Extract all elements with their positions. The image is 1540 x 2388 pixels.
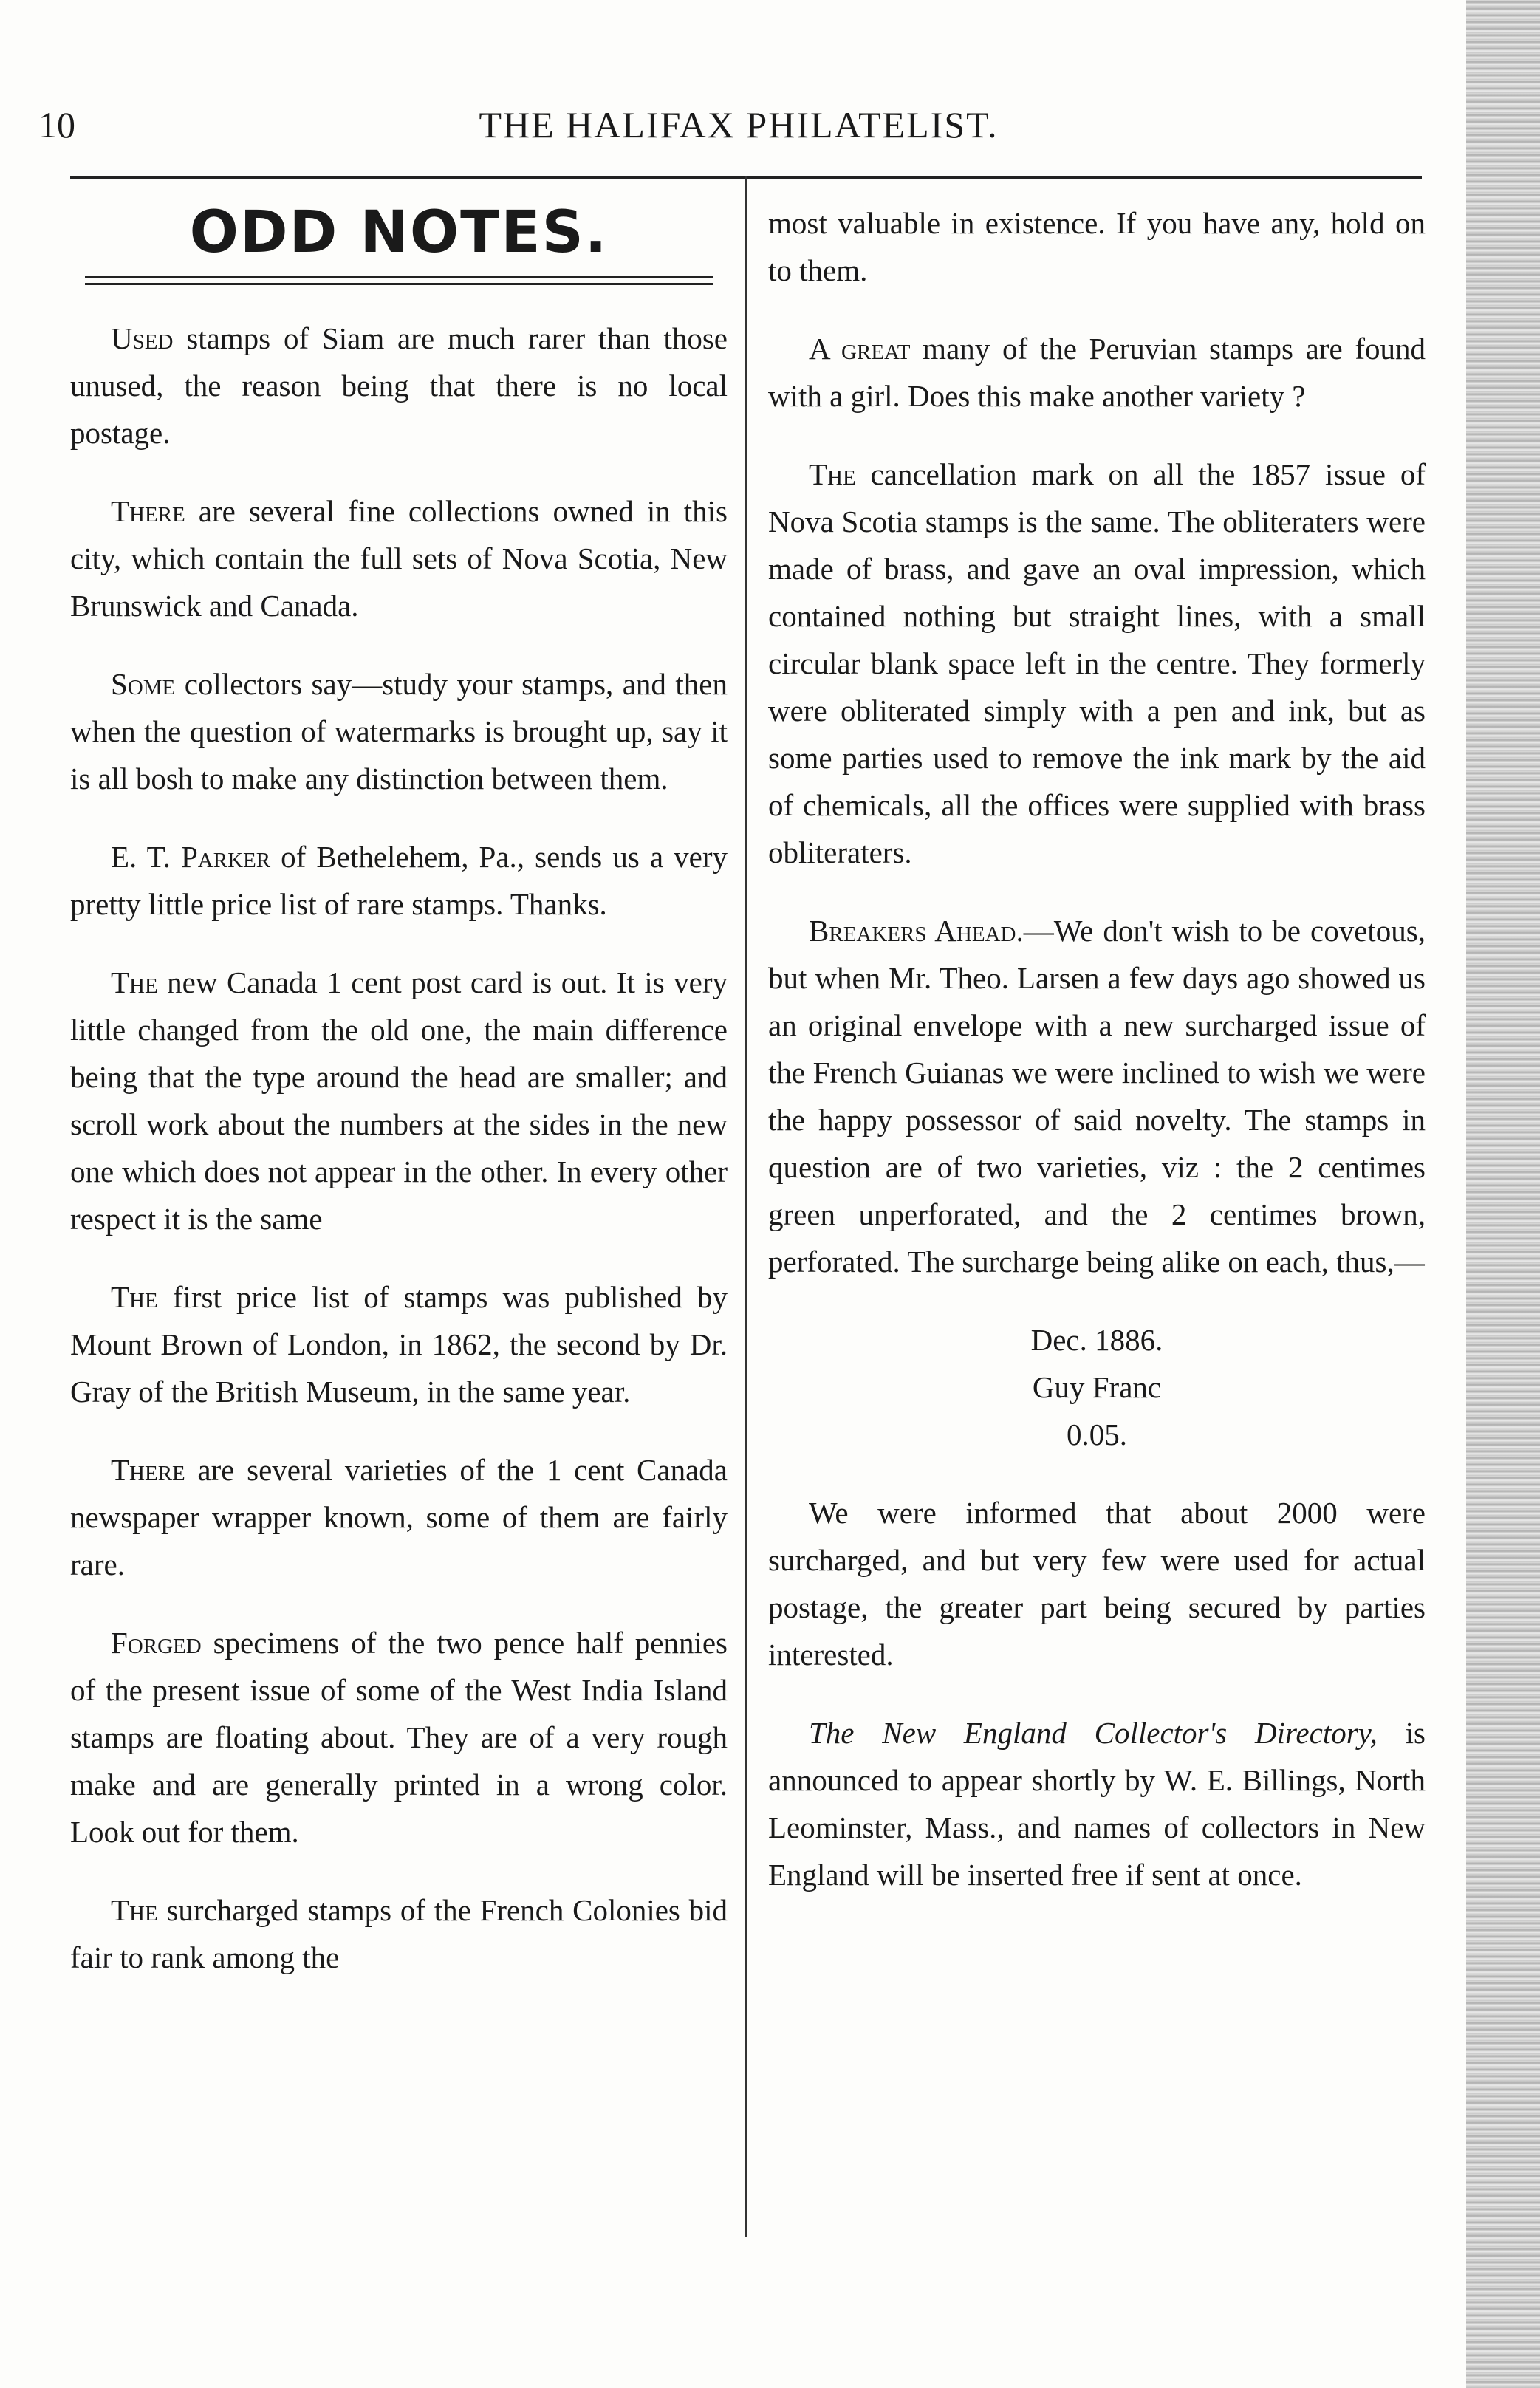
paragraph [70, 487, 728, 629]
paragraph [70, 1619, 728, 1855]
paragraph-lead: Forged [111, 1626, 202, 1660]
paragraph [768, 907, 1426, 1285]
scanned-edge-strip [1466, 0, 1540, 2388]
paragraph-text: collectors say—study your stamps, and then when the question of watermarks is brought up, say it is all bosh to make any distinction between them. [70, 667, 728, 796]
paragraph-lead: The [809, 457, 856, 491]
paragraph-lead: Used [111, 321, 174, 355]
paragraph-text: specimens of the two pence half pennies of the present issue of some of the West India Island stamps are floating about. They are of a very rough make and are generally printed in a wrong color. Look out for them. [70, 1626, 728, 1849]
paragraph-text: many of the Peruvian stamps are found with a girl. Does this make another variety ? [768, 332, 1426, 413]
directory-text: is announced to appear shortly by W. E. Billings, North Leominster, Mass., and names of collectors in New England will be inserted free if sent at once. [768, 1716, 1426, 1892]
right-column [768, 199, 1426, 1929]
paragraph [70, 833, 728, 928]
paragraph-lead: A great [809, 332, 911, 366]
paragraph-text: stamps of Siam are much rarer than those unused, the reason being that there is no local postage. [70, 321, 728, 450]
paragraph-text: of Bethelehem, Pa., sends us a very pretty little price list of rare stamps. Thanks. [70, 840, 728, 921]
section-heading: ODD NOTES. [189, 199, 609, 266]
surcharge-line: Dec. 1886. [1030, 1323, 1163, 1357]
paragraph [70, 315, 728, 456]
paragraph-lead: E. T. Parker [111, 840, 271, 874]
paragraph [70, 660, 728, 802]
left-paragraphs [70, 315, 728, 1981]
paragraph-lead: Breakers Ahead. [809, 914, 1024, 948]
paragraph-text: cancellation mark on all the 1857 issue of Nova Scotia stamps is the same. The obliteraters were made of brass, and gave an oval impression, which contained nothing but straight lines, with a small circular blank space left in the centre. They formerly were obliterated simply with a pen and ink, but as some parties used to remove the ink mark by the aid of chemicals, all the offices were supplied with brass obliteraters. [768, 457, 1426, 869]
paragraph-text: are several varieties of the 1 cent Canada newspaper wrapper known, some of them are fairly rare. [70, 1453, 728, 1581]
paragraph-text: are several fine collections owned in this city, which contain the full sets of Nova Scotia, New Brunswick and Canada. [70, 494, 728, 623]
paragraph [768, 451, 1426, 876]
paragraph-lead: Some [111, 667, 176, 701]
continued-paragraph: most valuable in existence. If you have any, hold on to them. [768, 206, 1426, 287]
directory-paragraph [768, 1709, 1426, 1898]
paragraph-lead: The [111, 965, 158, 999]
page-number: 10 [38, 104, 75, 146]
paragraph-lead: There [111, 494, 185, 528]
paragraph [70, 1273, 728, 1415]
paragraph-lead: There [111, 1453, 185, 1487]
running-title: THE HALIFAX PHILATELIST. [479, 104, 999, 146]
paragraph [70, 959, 728, 1242]
paragraph [70, 1446, 728, 1588]
paragraph-lead: The [111, 1893, 158, 1927]
heading-rule [85, 276, 713, 285]
paragraph-lead: The [111, 1280, 158, 1314]
paragraph [768, 325, 1426, 420]
paragraph-text: first price list of stamps was published by Mount Brown of London, in 1862, the second by Dr. Gray of the British Museum, in the same year. [70, 1280, 728, 1409]
surcharge-line: Guy Franc [1032, 1370, 1162, 1404]
paragraph-text: surcharged stamps of the French Colonies bid fair to rank among the [70, 1893, 728, 1974]
directory-title: The New England Collector's Directory, [809, 1716, 1378, 1750]
informed-paragraph: We were informed that about 2000 were surcharged, and but very few were used for actual postage, the greater part being secured by parties interested. [768, 1496, 1426, 1672]
paragraph [70, 1886, 728, 1981]
surcharge-block [768, 1316, 1426, 1458]
paragraph-text: new Canada 1 cent post card is out. It is very little changed from the old one, the main difference being that the type around the head are smaller; and scroll work about the numbers at the sides in the new one which does not appear in the other. In every other respect it is the same [70, 965, 728, 1236]
paragraph-text: —We don't wish to be covetous, but when Mr. Theo. Larsen a few days ago showed us an original envelope with a new surcharged issue of the French Guianas we were inclined to wish we were the happy possessor of said novelty. The stamps in question are of two varieties, viz : the 2 centimes green unperforated, and the 2 centimes brown, perforated. The surcharge being alike on each, thus,— [768, 914, 1426, 1279]
surcharge-line: 0.05. [1067, 1417, 1127, 1451]
right-paragraphs [768, 325, 1426, 1285]
column-divider [745, 176, 747, 2237]
left-column [70, 199, 728, 2012]
